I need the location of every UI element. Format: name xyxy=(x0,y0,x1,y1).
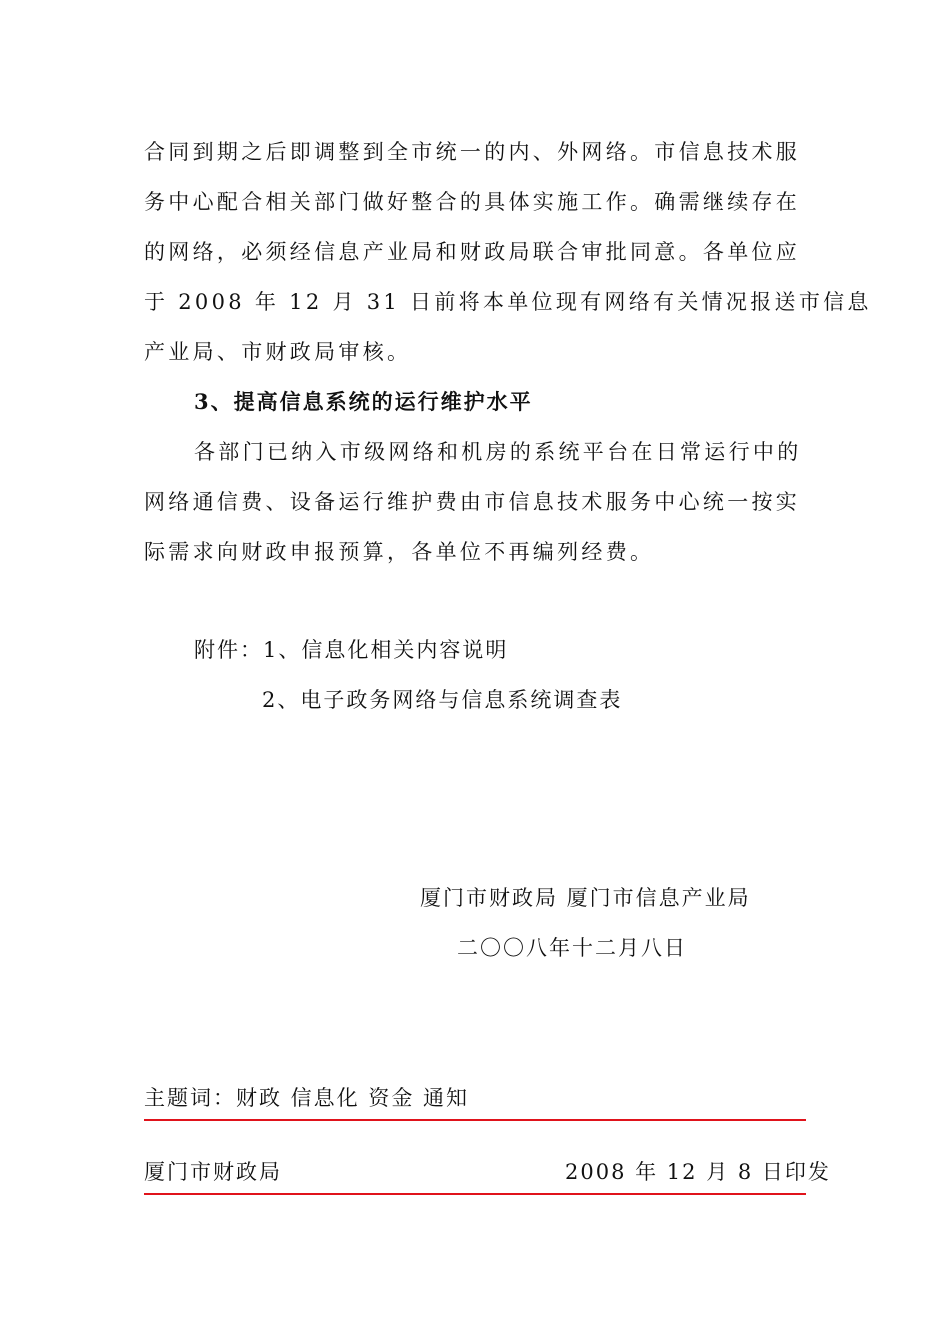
footer-issuer: 厦门市财政局 xyxy=(144,1160,282,1184)
keywords-divider xyxy=(144,1119,806,1121)
body-paragraph-1-line-1: 合同到期之后即调整到全市统一的内、外网络。市信息技术服 xyxy=(144,140,801,164)
footer-divider xyxy=(144,1193,806,1195)
body-paragraph-1-line-4: 于 2008 年 12 月 31 日前将本单位现有网络有关情况报送市信息 xyxy=(144,290,872,314)
attachment-2: 2、电子政务网络与信息系统调查表 xyxy=(262,688,623,712)
signature-organizations: 厦门市财政局 厦门市信息产业局 xyxy=(420,886,751,910)
body-paragraph-1-line-3: 的网络，必须经信息产业局和财政局联合审批同意。各单位应 xyxy=(144,240,801,264)
body-paragraph-2-line-3: 际需求向财政申报预算，各单位不再编列经费。 xyxy=(144,540,655,564)
body-paragraph-1-line-2: 务中心配合相关部门做好整合的具体实施工作。确需继续存在 xyxy=(144,190,801,214)
body-paragraph-2-line-1: 各部门已纳入市级网络和机房的系统平台在日常运行中的 xyxy=(194,440,802,464)
subject-keywords: 主题词：财政 信息化 资金 通知 xyxy=(144,1086,470,1110)
body-paragraph-2-line-2: 网络通信费、设备运行维护费由市信息技术服务中心统一按实 xyxy=(144,490,801,514)
attachment-1: 附件：1、信息化相关内容说明 xyxy=(194,638,509,662)
footer-issue-date: 2008 年 12 月 8 日印发 xyxy=(565,1160,831,1184)
body-paragraph-1-line-5: 产业局、市财政局审核。 xyxy=(144,340,412,364)
signature-date: 二〇〇八年十二月八日 xyxy=(457,936,687,960)
section-heading-3: 3、提高信息系统的运行维护水平 xyxy=(194,389,533,414)
